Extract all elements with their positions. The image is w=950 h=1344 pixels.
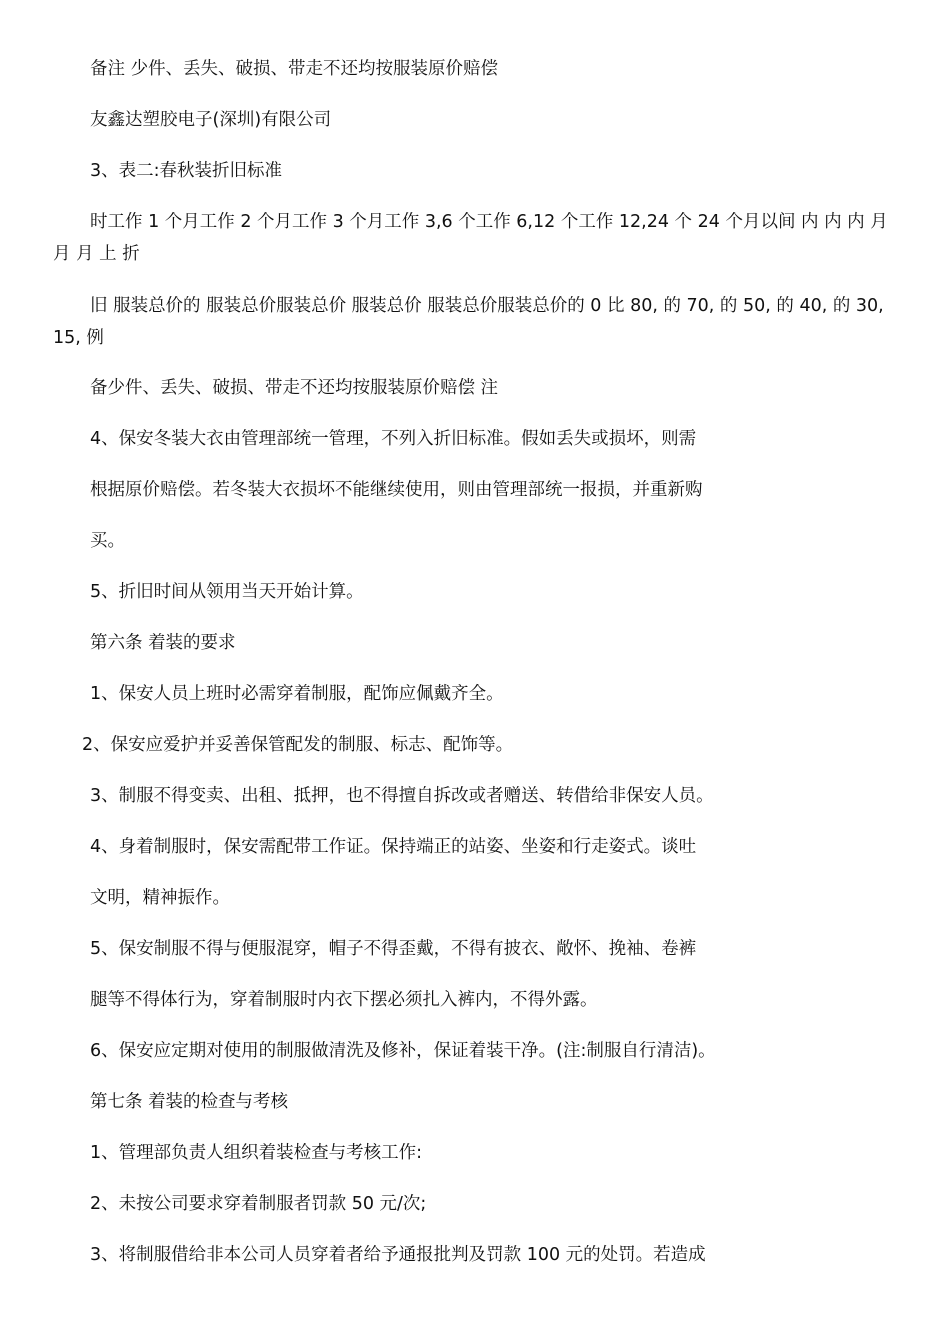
article-7-item-3: 3、将制服借给非本公司人员穿着者给予通报批判及罚款 100 元的处罚。若造成 (90, 1245, 706, 1265)
article-6-item-6: 6、保安应定期对使用的制服做清洗及修补，保证着装干净。(注:制服自行清洁)。 (90, 1041, 716, 1061)
rule-5: 5、折旧时间从领用当天开始计算。 (90, 582, 364, 602)
rule-4-line-2: 根据原价赔偿。若冬装大衣损坏不能继续使用，则由管理部统一报损，并重新购 (90, 480, 703, 500)
article-7-item-2: 2、未按公司要求穿着制服者罚款 50 元/次; (90, 1194, 427, 1214)
article-6-item-4-line-1: 4、身着制服时，保安需配带工作证。保持端正的站姿、坐姿和行走姿式。谈吐 (90, 837, 697, 857)
article-6-item-5-line-2: 腿等不得体行为，穿着制服时内衣下摆必须扎入裤内，不得外露。 (90, 990, 598, 1010)
article-7-heading: 第七条 着装的检查与考核 (90, 1092, 289, 1112)
remark-line-1: 备注 少件、丢失、破损、带走不还均按服装原价赔偿 (90, 59, 499, 79)
remark-line-2: 备少件、丢失、破损、带走不还均按服装原价赔偿 注 (90, 378, 499, 398)
table-2-row-ratio: 旧 服装总价的 服装总价服装总价 服装总价 服装总价服装总价的 0 比 80, 的 70, 的 50, 的 40, 的 30, 15, 例 (53, 296, 884, 348)
rule-4-line-3: 买。 (90, 531, 125, 551)
table-2-heading: 3、表二:春秋装折旧标准 (90, 161, 283, 181)
article-6-item-5-line-1: 5、保安制服不得与便服混穿，帽子不得歪戴，不得有披衣、敞怀、挽袖、卷裤 (90, 939, 697, 959)
rule-4-line-1: 4、保安冬装大衣由管理部统一管理，不列入折旧标准。假如丢失或损坏，则需 (90, 429, 697, 449)
article-6-item-4-line-2: 文明，精神振作。 (90, 888, 230, 908)
article-6-item-3: 3、制服不得变卖、出租、抵押，也不得擅自拆改或者赠送、转借给非保安人员。 (90, 786, 714, 806)
company-name: 友鑫达塑胶电子(深圳)有限公司 (90, 110, 332, 130)
article-6-item-1: 1、保安人员上班时必需穿着制服，配饰应佩戴齐全。 (90, 684, 504, 704)
article-6-heading: 第六条 着装的要求 (90, 633, 236, 653)
article-6-item-2: 2、保安应爱护并妥善保管配发的制服、标志、配饰等。 (82, 735, 514, 755)
article-7-item-1: 1、管理部负责人组织着装检查与考核工作: (90, 1143, 423, 1163)
table-2-row-time: 时工作 1 个月工作 2 个月工作 3 个月工作 3,6 个工作 6,12 个工作 12,24 个 24 个月以间 内 内 内 月 月 月 上 折 (53, 212, 888, 264)
